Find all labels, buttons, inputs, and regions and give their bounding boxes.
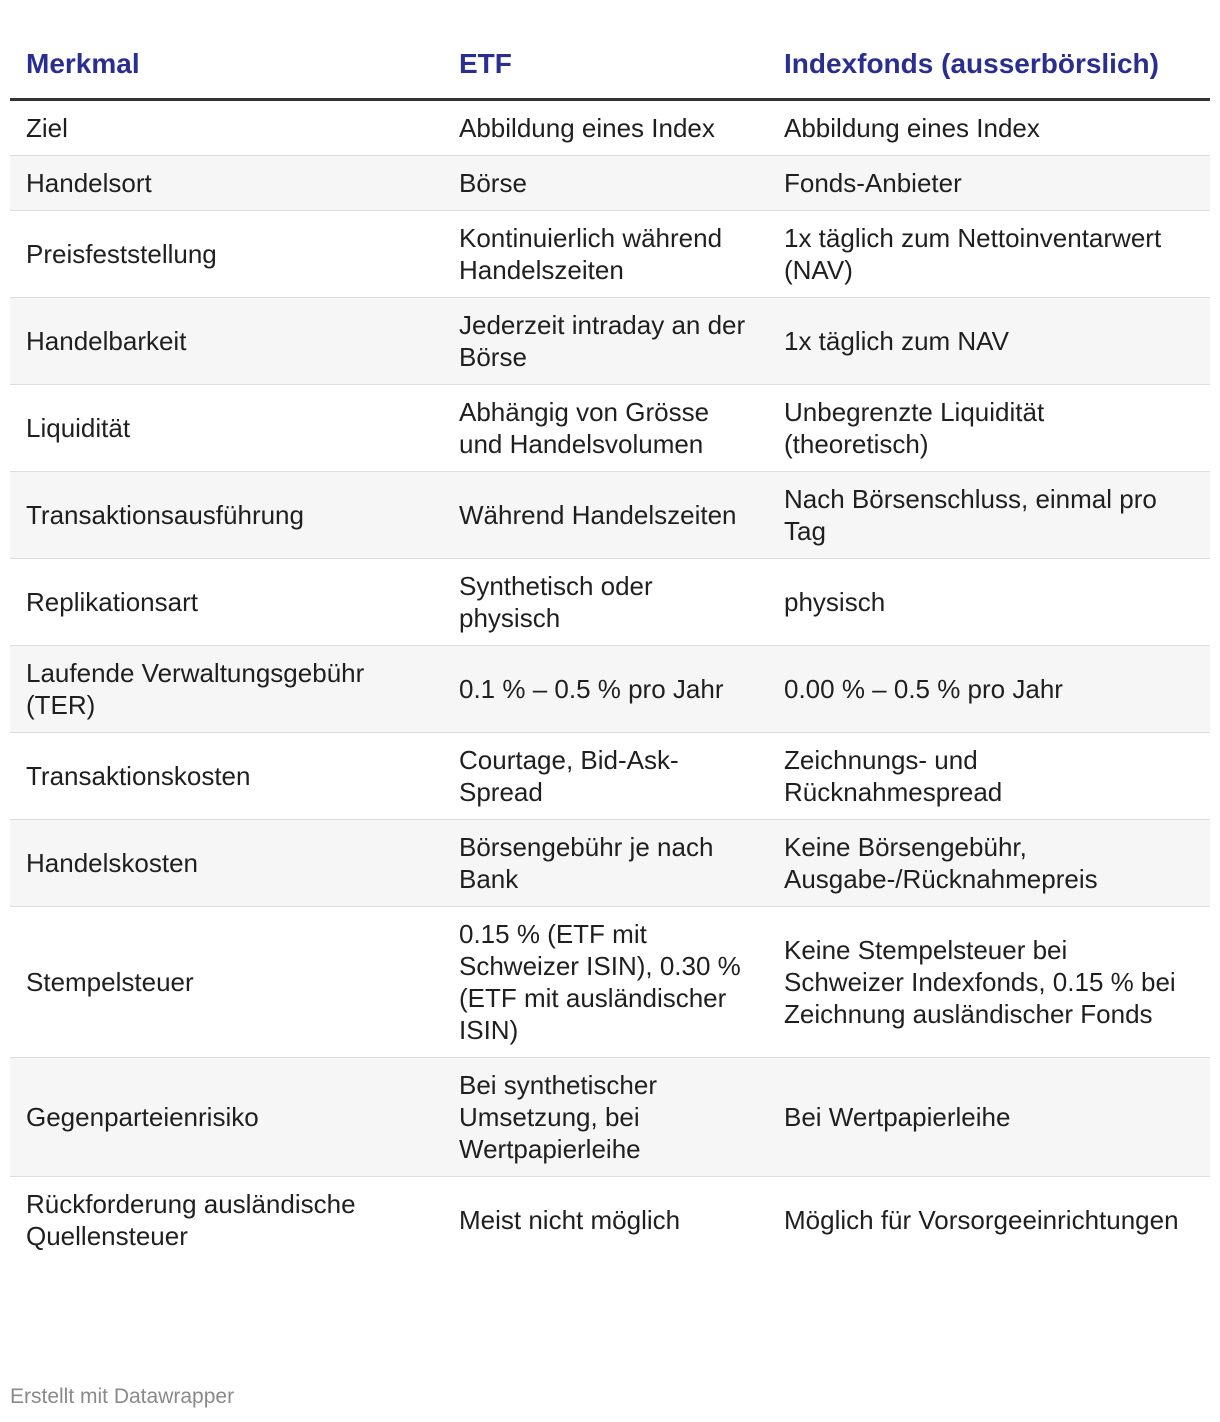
cell-merkmal: Liquidität xyxy=(10,385,443,472)
cell-indexfonds: 1x täglich zum NAV xyxy=(768,298,1210,385)
table-row xyxy=(10,559,1210,646)
cell-etf: 0.15 % (ETF mit Schweizer ISIN), 0.30 % (ETF mit ausländischer ISIN) xyxy=(443,907,768,1058)
cell-merkmal: Preisfeststellung xyxy=(10,211,443,298)
cell-indexfonds: Abbildung eines Index xyxy=(768,100,1210,156)
cell-indexfonds: Keine Stempelsteuer bei Schweizer Indexfonds, 0.15 % bei Zeichnung ausländischer Fonds xyxy=(768,907,1210,1058)
cell-merkmal: Replikationsart xyxy=(10,559,443,646)
comparison-table xyxy=(10,30,1210,1263)
cell-merkmal: Stempelsteuer xyxy=(10,907,443,1058)
cell-merkmal: Handelskosten xyxy=(10,820,443,907)
cell-etf: Börsengebühr je nach Bank xyxy=(443,820,768,907)
header-row xyxy=(10,30,1210,100)
cell-etf: 0.1 % – 0.5 % pro Jahr xyxy=(443,646,768,733)
cell-merkmal: Gegenparteienrisiko xyxy=(10,1058,443,1177)
cell-merkmal: Ziel xyxy=(10,100,443,156)
cell-indexfonds: Fonds-Anbieter xyxy=(768,156,1210,211)
cell-etf: Während Handelszeiten xyxy=(443,472,768,559)
table-row xyxy=(10,472,1210,559)
cell-merkmal: Rückforderung ausländische Quellensteuer xyxy=(26,1189,356,1251)
table-row xyxy=(10,156,1210,211)
cell-etf: Abhängig von Grösse und Handelsvolumen xyxy=(443,385,768,472)
table-header xyxy=(10,30,1210,100)
table-row xyxy=(10,211,1210,298)
table-row xyxy=(10,1177,1210,1264)
cell-etf: Kontinuierlich während Handelszeiten xyxy=(443,211,768,298)
cell-etf: Meist nicht möglich xyxy=(459,1205,681,1235)
header-etf[interactable]: ETF xyxy=(443,30,768,100)
table-row xyxy=(10,733,1210,820)
datawrapper-credit[interactable]: Erstellt mit Datawrapper xyxy=(10,1385,235,1408)
cell-indexfonds: Keine Börsengebühr, Ausgabe-/Rücknahmepreis xyxy=(768,820,1210,907)
table-row xyxy=(10,298,1210,385)
cell-indexfonds: 1x täglich zum Nettoinventarwert (NAV) xyxy=(768,211,1210,298)
cell-indexfonds: Bei Wertpapierleihe xyxy=(768,1058,1210,1177)
table-row xyxy=(10,385,1210,472)
cell-etf: Abbildung eines Index xyxy=(443,100,768,156)
table-row xyxy=(10,646,1210,733)
cell-etf: Bei synthetischer Umsetzung, bei Wertpapierleihe xyxy=(443,1058,768,1177)
cell-merkmal: Handelsort xyxy=(10,156,443,211)
cell-indexfonds: 0.00 % – 0.5 % pro Jahr xyxy=(768,646,1210,733)
cell-merkmal: Transaktionskosten xyxy=(10,733,443,820)
table-row xyxy=(10,100,1210,156)
cell-etf: Börse xyxy=(443,156,768,211)
table-row xyxy=(10,907,1210,1058)
cell-indexfonds: Nach Börsenschluss, einmal pro Tag xyxy=(768,472,1210,559)
cell-indexfonds: Zeichnungs- und Rücknahmespread xyxy=(768,733,1210,820)
cell-merkmal: Transaktionsausführung xyxy=(10,472,443,559)
cell-etf: Jederzeit intraday an der Börse xyxy=(443,298,768,385)
cell-merkmal: Laufende Verwaltungsgebühr (TER) xyxy=(10,646,443,733)
table-row xyxy=(10,1058,1210,1177)
table-row xyxy=(10,820,1210,907)
cell-etf: Synthetisch oder physisch xyxy=(443,559,768,646)
cell-etf: Courtage, Bid-Ask-Spread xyxy=(443,733,768,820)
cell-indexfonds: physisch xyxy=(768,559,1210,646)
cell-indexfonds: Möglich für Vorsorgeeinrichtungen xyxy=(784,1205,1179,1235)
table-body xyxy=(10,100,1210,1264)
header-merkmal[interactable]: Merkmal xyxy=(10,30,443,100)
header-indexfonds[interactable]: Indexfonds (ausserbörslich) xyxy=(768,30,1210,100)
cell-merkmal: Handelbarkeit xyxy=(10,298,443,385)
cell-indexfonds: Unbegrenzte Liquidität (theoretisch) xyxy=(768,385,1210,472)
comparison-table-container xyxy=(10,30,1210,1263)
